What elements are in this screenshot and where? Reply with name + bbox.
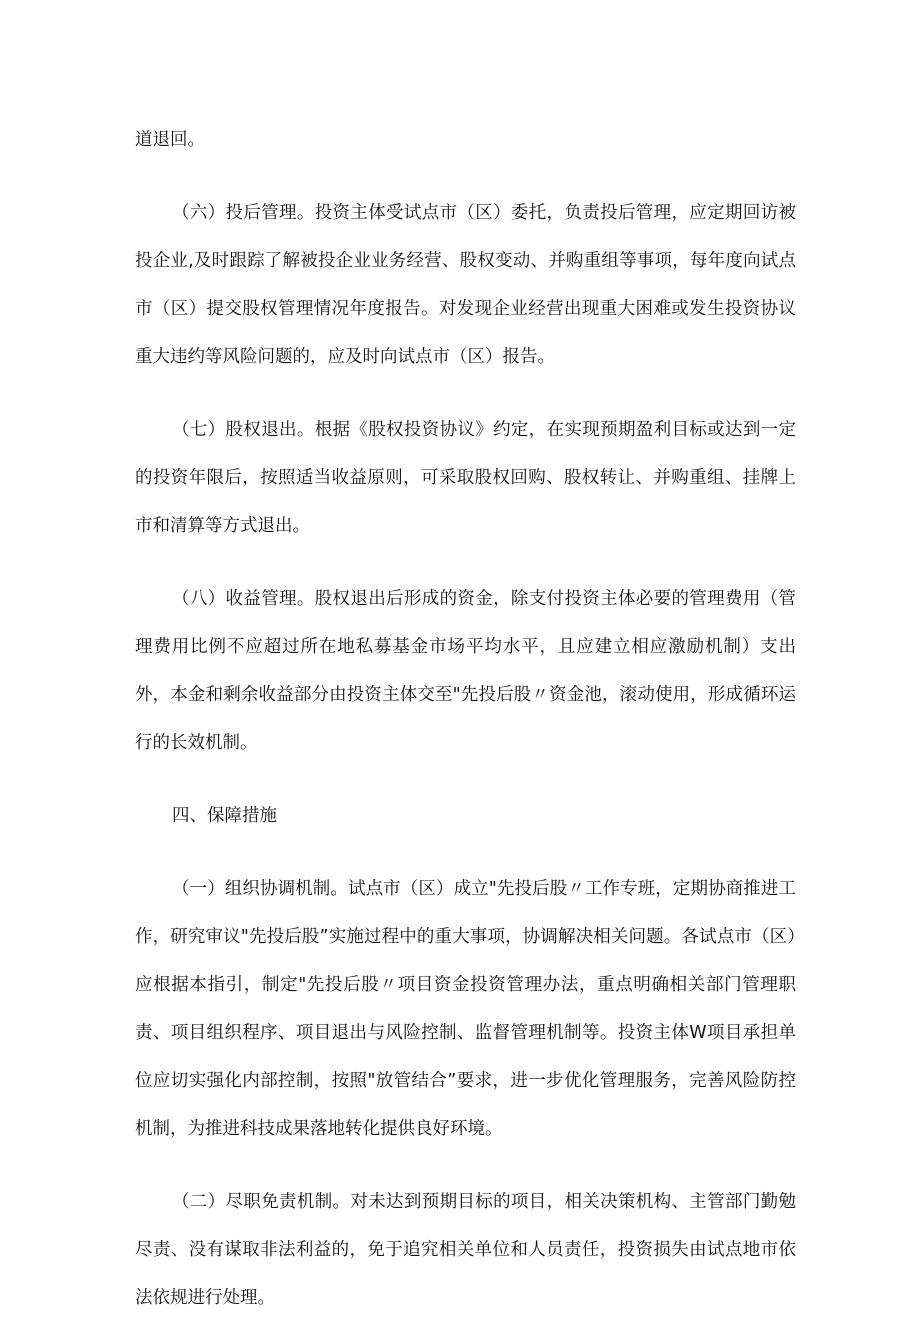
paragraph-coordination-mechanism: （一）组织协调机制。试点市（区）成立"先投后股〃工作专班，定期协商推进工作，研究审议"先投后股”实施过程中的重大事项，协调解决相关问题。各试点市（区）应根据本指引，制定"先投后股〃项目资金投资管理办法，重点明确相关部门管理职责、项目组织程序、项目退出与风险控制、监督管理机制等。投资主体W项目承担单位应切实强化内部控制，按照"放管结合”要求，进一步优化管理服务，完善风险防控机制，为推进科技成果落地转化提供良好环境。 bbox=[135, 879, 796, 1139]
paragraph-post-investment-management: （六）投后管理。投资主体受试点市（区）委托，负责投后管理，应定期回访被投企业,及时跟踪了解被投企业业务经营、股权变动、并购重组等事项，每年度向试点市（区）提交股权管理情况年度报告。对发现企业经营出现重大困难或发生投资协议重大违约等风险问题的，应及时向试点市（区）报告。 bbox=[135, 203, 796, 367]
section-heading-safeguards: 四、保障措施 bbox=[172, 806, 277, 826]
paragraph-continuation: 道退回。 bbox=[135, 130, 205, 150]
paragraph-income-management: （八）收益管理。股权退出后形成的资金，除支付投资主体必要的管理费用（管理费用比例不应超过所在地私募基金市场平均水平，且应建立相应激励机制）支出外，本金和剩余收益部分由投资主体交至"先投后股〃资金池，滚动使用，形成循环运行的长效机制。 bbox=[135, 589, 796, 753]
paragraph-due-diligence-exemption: （二）尽职免责机制。对未达到预期目标的项目，相关决策机构、主管部门勤勉尽责、没有谋取非法利益的，免于追究相关单位和人员责任，投资损失由试点地市依法依规进行处理。 bbox=[135, 1192, 796, 1308]
paragraph-equity-exit: （七）股权退出。根据《股权投资协议》约定，在实现预期盈利目标或达到一定的投资年限后，按照适当收益原则，可采取股权回购、股权转让、并购重组、挂牌上市和清算等方式退出。 bbox=[135, 420, 796, 536]
